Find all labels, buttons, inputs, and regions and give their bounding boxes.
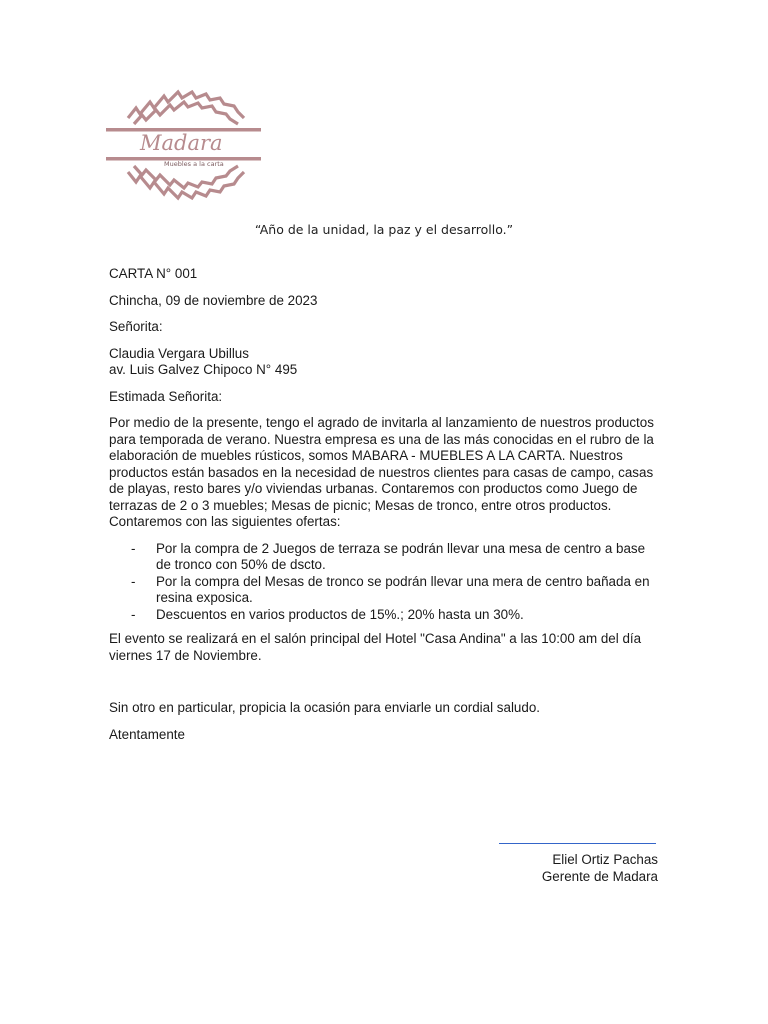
offer-text: Por la compra de 2 Juegos de terraza se podrán llevar una mesa de centro a base de tronco con 50% de dscto. [156, 540, 646, 572]
recipient-name: Claudia Vergara Ubillus [109, 345, 249, 361]
list-item [109, 574, 661, 607]
company-logo [106, 84, 264, 206]
bullet-dash: - [131, 573, 136, 589]
bullet-dash: - [131, 540, 136, 556]
list-item [109, 541, 661, 574]
valediction: Atentamente [109, 726, 185, 742]
letter-number: CARTA N° 001 [109, 266, 198, 281]
signer-title: Gerente de Madara [541, 868, 658, 884]
letter-body [109, 266, 661, 753]
list-item [109, 607, 661, 624]
recipient-block [109, 346, 661, 379]
signer-name: Eliel Ortiz Pachas [552, 852, 658, 867]
greeting: Estimada Señorita: [109, 388, 223, 404]
signature-line [499, 843, 656, 844]
logo-brand-text: Madara [140, 131, 223, 155]
closing-line: Sin otro en particular, propicia la ocasión para enviarle un cordial saludo. [109, 700, 540, 715]
recipient-address: av. Luis Galvez Chipoco N° 495 [109, 362, 298, 377]
logo-tagline: Muebles a la carta [164, 160, 224, 168]
event-paragraph: El evento se realizará en el salón principal del Hotel "Casa Andina" a las 10:00 am del día viernes 17 de Noviembre. [109, 631, 642, 663]
offers-list [109, 541, 661, 624]
place-date: Chincha, 09 de noviembre de 2023 [109, 292, 318, 308]
bullet-dash: - [131, 606, 136, 622]
body-paragraph: Por medio de la presente, tengo el agrado de invitarla al lanzamiento de nuestros productos para temporada de verano. Nuestra empresa es una de las más conocidas en el rubro de la elaboración de muebles rústicos, somos MABARA - MUEBLES A LA CARTA. Nuestros productos están basados en la necesidad de nuestros clientes para casas de campo, casas de playas, resto bares y/o viviendas urbanas. Contaremos con productos como Juego de terrazas de 2 o 3 muebles; Mesas de picnic; Mesas de tronco, entre otros productos. Contaremos con las siguientes ofertas: [109, 415, 654, 529]
signature-block [542, 852, 658, 885]
offer-text: Descuentos en varios productos de 15%.; 20% hasta un 30%. [156, 606, 524, 622]
offer-text: Por la compra del Mesas de tronco se podrán llevar una mera de centro bañada en resina exposica. [156, 573, 650, 605]
salutation-title: Señorita: [109, 319, 163, 334]
year-motto: “Año de la unidad, la paz y el desarrollo.” [254, 222, 514, 237]
